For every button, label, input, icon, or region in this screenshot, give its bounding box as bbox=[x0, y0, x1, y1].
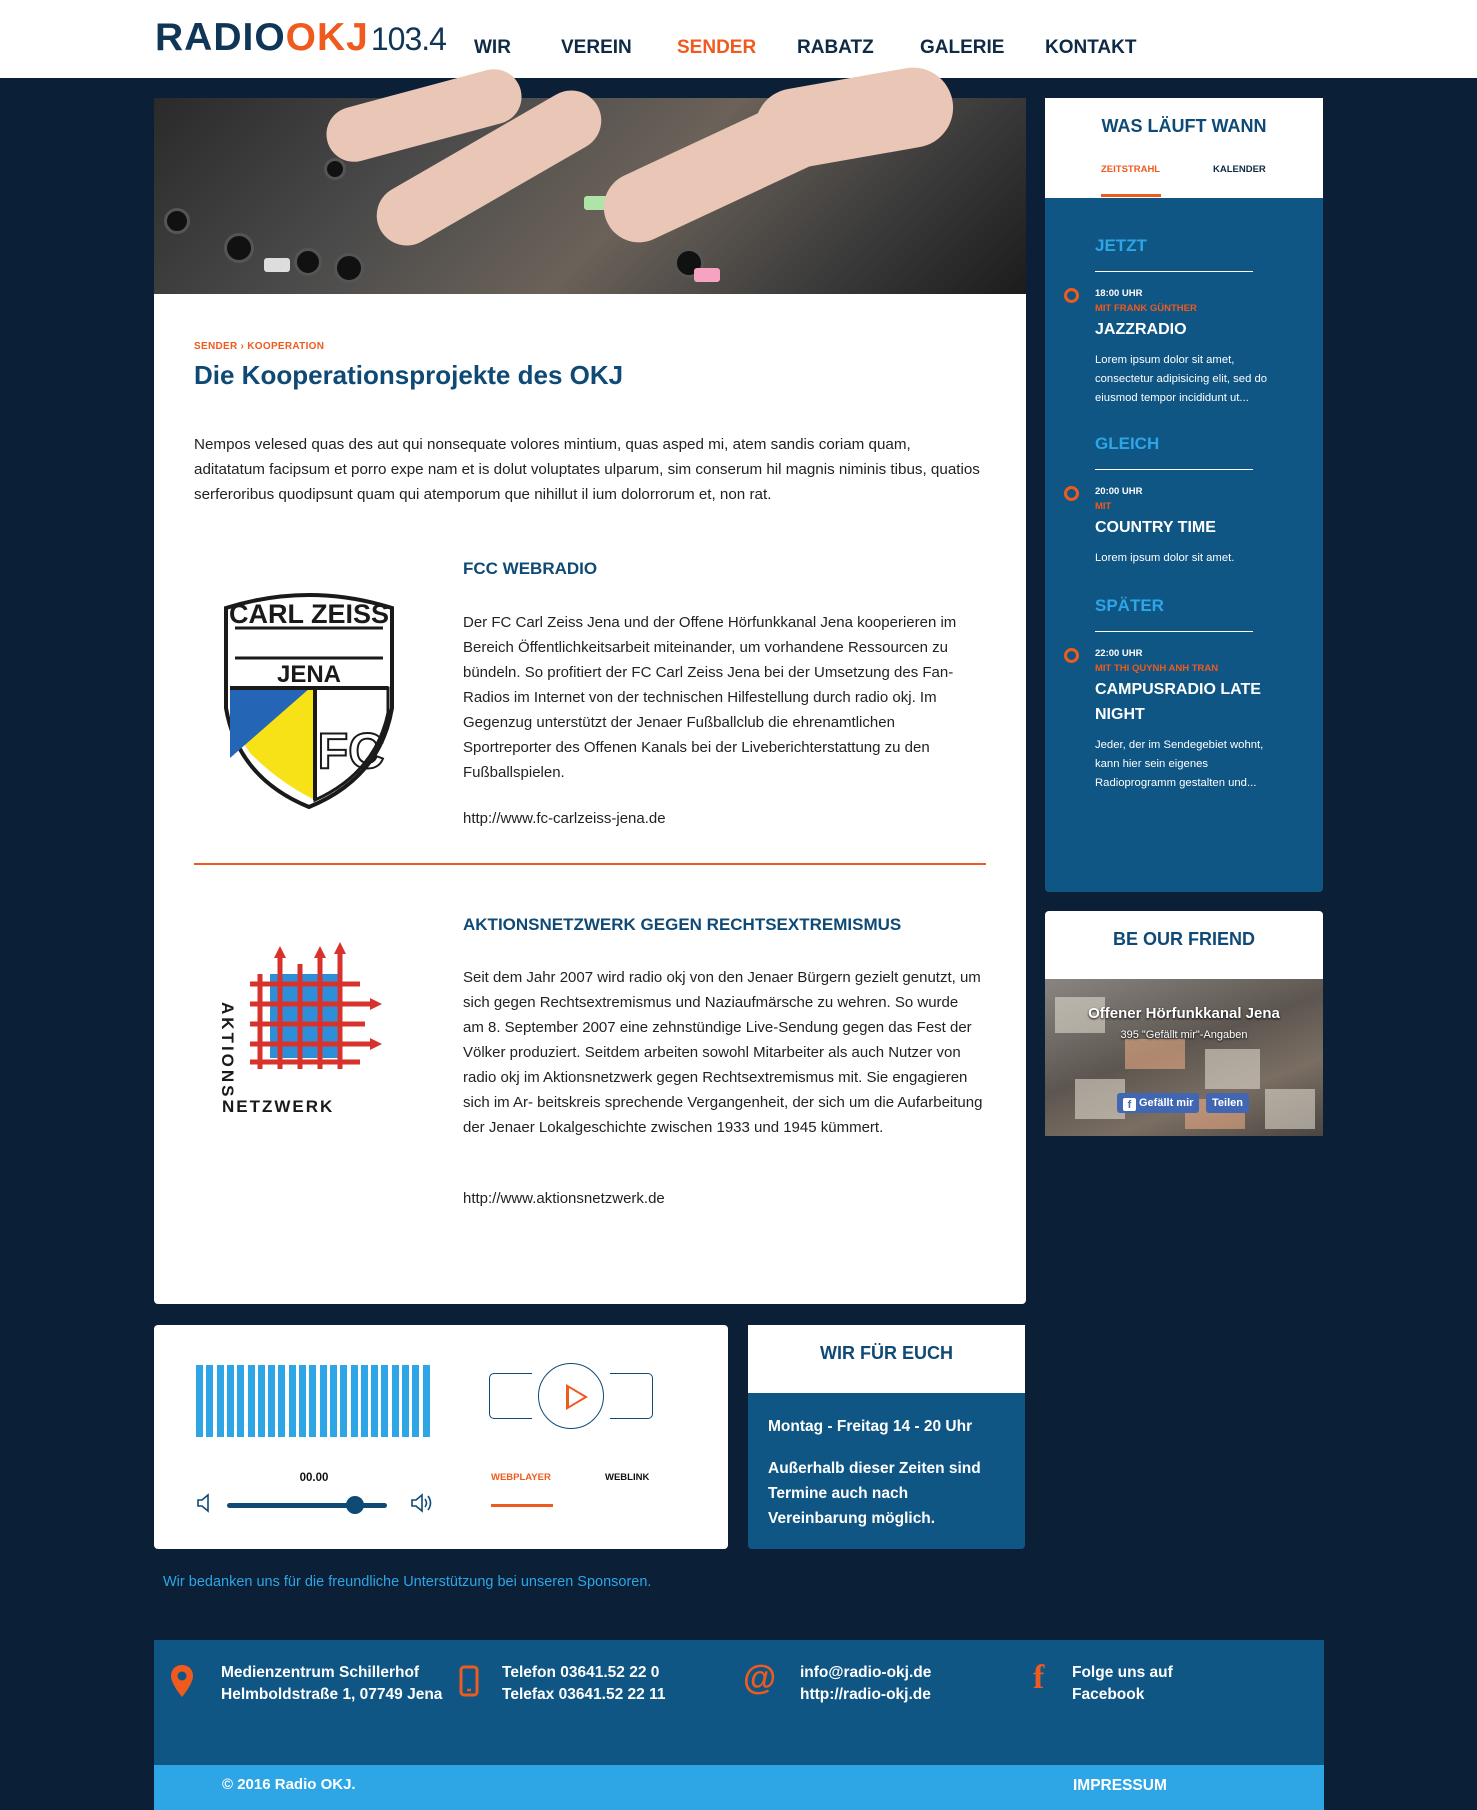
show-description: Lorem ipsum dolor sit amet, consectetur adipisicing elit, sed do eiusmod tempor incididunt ut... bbox=[1095, 354, 1268, 404]
footer-address: Medienzentrum Schillerhof Helmboldstraße 1, 07749 Jena bbox=[221, 1664, 443, 1703]
project-link-aktionsnetzwerk[interactable]: http://www.aktionsnetzwerk.de bbox=[463, 1190, 665, 1207]
show-title[interactable]: JAZZRADIO bbox=[1095, 321, 1187, 338]
aktionsnetzwerk-logo bbox=[220, 944, 390, 1119]
show-host: MIT bbox=[1095, 501, 1112, 512]
hours-note: Außerhalb dieser Zeiten sind Termine auch nach Vereinbarung möglich. bbox=[768, 1460, 981, 1527]
facebook-page-cover[interactable] bbox=[1045, 979, 1323, 1136]
at-sign-icon: @ bbox=[743, 1659, 777, 1697]
opening-hours-widget bbox=[748, 1325, 1025, 1549]
section-heading-gleich: GLEICH bbox=[1095, 434, 1160, 453]
logo-text-fc: FC bbox=[317, 723, 385, 779]
intro-text: Nempos velesed quas des aut qui nonsequate volores mintium, quas asped mi, atem sandis coriam quam, aditatatum facipsum et porro expe nam et is dolut voluptates ulparum, sim conserum hil magnis niminis tibus, quatios serferoribus quodipsunt quam qui atemporum que nihillut il ium dolorrorum et, non rat. bbox=[194, 436, 980, 503]
visualizer-bar bbox=[381, 1365, 388, 1437]
footer-phone: Telefon 03641.52 22 0 Telefax 03641.52 22 11 bbox=[502, 1664, 666, 1703]
phone-icon bbox=[459, 1665, 479, 1702]
logo-text-jena: JENA bbox=[276, 661, 342, 688]
visualizer-bar bbox=[309, 1365, 316, 1437]
nav-sender[interactable]: SENDER bbox=[677, 37, 757, 58]
player-time: 00.00 bbox=[299, 1472, 329, 1484]
nav-verein[interactable]: VEREIN bbox=[561, 37, 632, 58]
logo-text-netzwerk: NETZWERK bbox=[222, 1097, 335, 1116]
show-title[interactable]: CAMPUSRADIO LATE NIGHT bbox=[1095, 681, 1261, 723]
visualizer-bar bbox=[237, 1365, 244, 1437]
impressum-link[interactable]: IMPRESSUM bbox=[1073, 1777, 1167, 1794]
visualizer-bar bbox=[196, 1365, 203, 1437]
visualizer-bar bbox=[248, 1365, 255, 1437]
visualizer-bar bbox=[289, 1365, 296, 1437]
section-heading-jetzt: JETZT bbox=[1095, 236, 1147, 255]
facebook-like-button[interactable] bbox=[1117, 1093, 1199, 1113]
visualizer-bar bbox=[217, 1365, 224, 1437]
project-text-fcc: Der FC Carl Zeiss Jena und der Offene Hörfunkkanal Jena kooperieren im Bereich Öffentlichkeitsarbeit miteinander, um vorhandene Ressourcen zu bündeln. So profitiert der FC Carl Zeiss Jena bei der Umsetzung des Fan-Radios im Internet von der technischen Hilfestellung durch radio okj. Im Gegenzug unterstützt der Jenaer Fußballclub die ehrenamtlichen Sportreporter des Offenen Kanals bei der Liveberichterstattung zu den Fußballspielen. bbox=[463, 614, 957, 781]
show-time: 18:00 UHR bbox=[1095, 288, 1143, 299]
fc-carl-zeiss-logo bbox=[220, 588, 398, 810]
footer-web-link[interactable]: http://radio-okj.de bbox=[800, 1686, 931, 1703]
nav-galerie[interactable]: GALERIE bbox=[920, 37, 1005, 58]
visualizer-bar bbox=[320, 1365, 327, 1437]
volume-up-icon[interactable] bbox=[410, 1493, 434, 1519]
visualizer-bar bbox=[371, 1365, 378, 1437]
play-button[interactable] bbox=[538, 1363, 604, 1429]
schedule-title: WAS LÄUFT WANN bbox=[1101, 116, 1267, 136]
site-logo[interactable]: RADIO OKJ 103.4 bbox=[155, 16, 446, 59]
hours-regular: Montag - Freitag 14 - 20 Uhr bbox=[768, 1418, 973, 1435]
visualizer-bar bbox=[299, 1365, 306, 1437]
breadcrumb[interactable]: SENDER › KOOPERATION bbox=[194, 341, 325, 352]
visualizer-bar bbox=[258, 1365, 265, 1437]
hours-title: WIR FÜR EUCH bbox=[820, 1343, 953, 1363]
show-description: Lorem ipsum dolor sit amet. bbox=[1095, 552, 1235, 564]
footer-email-link[interactable]: info@radio-okj.de bbox=[800, 1664, 932, 1681]
tab-weblink[interactable]: WEBLINK bbox=[605, 1472, 650, 1483]
copyright: © 2016 Radio OKJ. bbox=[222, 1776, 356, 1793]
show-title[interactable]: COUNTRY TIME bbox=[1095, 519, 1216, 536]
show-time: 22:00 UHR bbox=[1095, 648, 1143, 659]
tab-zeitstrahl[interactable]: ZEITSTRAHL bbox=[1101, 164, 1161, 175]
show-host: MIT FRANK GÜNTHER bbox=[1095, 303, 1197, 314]
section-heading-spaeter: SPÄTER bbox=[1095, 596, 1164, 615]
visualizer-bar bbox=[412, 1365, 419, 1437]
audio-visualizer bbox=[196, 1365, 433, 1437]
visualizer-bar bbox=[340, 1365, 347, 1437]
facebook-like-count: 395 "Gefällt mir"-Angaben bbox=[1120, 1029, 1248, 1041]
facebook-icon[interactable]: f bbox=[1033, 1659, 1045, 1696]
play-icon bbox=[566, 1384, 588, 1410]
visualizer-bar bbox=[351, 1365, 358, 1437]
tab-underline bbox=[491, 1504, 553, 1507]
project-text-aktionsnetzwerk: Seit dem Jahr 2007 wird radio okj von den Jenaer Bürgern gezielt genutzt, um sich gegen Rechtsextremismus und Naziaufmärsche zu wehren. So wurde am 8. September 2007 eine zehnstündige Live-Sendung gegen das Fest der Völker produziert. Seitdem arbeiten sowohl Mitarbeiter als auch Nutzer von radio okj im Aktionsnetzwerk gegen Rechtsextremismus mit. Sie engagieren sich im Ar- beitskreis sprechende Vergangenheit, der sich um die Aufarbeitung der Jenaer Lokalgeschichte zwischen 1933 und 1945 kümmert. bbox=[463, 969, 983, 1136]
header bbox=[0, 0, 1477, 78]
visualizer-bar bbox=[361, 1365, 368, 1437]
nav-rabatz[interactable]: RABATZ bbox=[797, 37, 874, 58]
footer-social[interactable]: Folge uns auf Facebook bbox=[1072, 1664, 1173, 1703]
main-content-card bbox=[154, 98, 1026, 1304]
nav-kontakt[interactable]: KONTAKT bbox=[1045, 37, 1137, 58]
schedule-widget bbox=[1045, 98, 1323, 892]
visualizer-bar bbox=[227, 1365, 234, 1437]
footer-bottom-bar bbox=[154, 1765, 1324, 1810]
divider bbox=[194, 863, 986, 865]
visualizer-bar bbox=[206, 1365, 213, 1437]
friend-title: BE OUR FRIEND bbox=[1112, 929, 1255, 949]
nav-wir[interactable]: WIR bbox=[474, 37, 511, 58]
timeline-dot-icon bbox=[1064, 648, 1079, 663]
project-title-fcc: FCC WEBRADIO bbox=[463, 559, 598, 578]
show-description: Jeder, der im Sendegebiet wohnt, kann hier sein eigenes Radioprogramm gestalten und... bbox=[1095, 739, 1264, 789]
like-label: Gefällt mir bbox=[1139, 1097, 1194, 1109]
footer-contact bbox=[800, 1662, 931, 1706]
tab-underline bbox=[1101, 194, 1161, 197]
timeline-dot-icon bbox=[1064, 288, 1079, 303]
facebook-page-name[interactable]: Offener Hörfunkkanal Jena bbox=[1088, 1005, 1280, 1022]
page-title: Die Kooperationsprojekte des OKJ bbox=[194, 360, 624, 390]
facebook-widget bbox=[1045, 911, 1323, 1136]
location-pin-icon bbox=[170, 1664, 194, 1703]
web-player bbox=[154, 1325, 728, 1549]
facebook-icon: f bbox=[1123, 1098, 1136, 1111]
visualizer-bar bbox=[268, 1365, 275, 1437]
hero-image-mixing-desk bbox=[154, 98, 1026, 294]
show-host: MIT THI QUYNH ANH TRAN bbox=[1095, 663, 1219, 674]
footer bbox=[154, 1640, 1324, 1765]
visualizer-bar bbox=[423, 1365, 430, 1437]
visualizer-bar bbox=[278, 1365, 285, 1437]
project-title-aktionsnetzwerk: AKTIONSNETZWERK GEGEN RECHTSEXTREMISMUS bbox=[463, 915, 902, 934]
facebook-share-button[interactable]: Teilen bbox=[1206, 1093, 1249, 1113]
tab-kalender[interactable]: KALENDER bbox=[1213, 164, 1266, 175]
visualizer-bar bbox=[392, 1365, 399, 1437]
timeline-dot-icon bbox=[1064, 486, 1079, 501]
tab-webplayer[interactable]: WEBPLAYER bbox=[491, 1472, 551, 1483]
project-link-fcc[interactable]: http://www.fc-carlzeiss-jena.de bbox=[463, 810, 666, 827]
logo-text-aktions: AKTIONS bbox=[218, 1002, 237, 1100]
show-time: 20:00 UHR bbox=[1095, 486, 1143, 497]
visualizer-bar bbox=[330, 1365, 337, 1437]
volume-mute-icon[interactable] bbox=[196, 1493, 214, 1519]
volume-slider-handle[interactable] bbox=[346, 1496, 364, 1514]
visualizer-bar bbox=[402, 1365, 409, 1437]
logo-text-carlzeiss: CARL ZEISS bbox=[228, 599, 390, 629]
sponsor-link[interactable]: Wir bedanken uns für die freundliche Unterstützung bei unseren Sponsoren. bbox=[163, 1574, 652, 1590]
